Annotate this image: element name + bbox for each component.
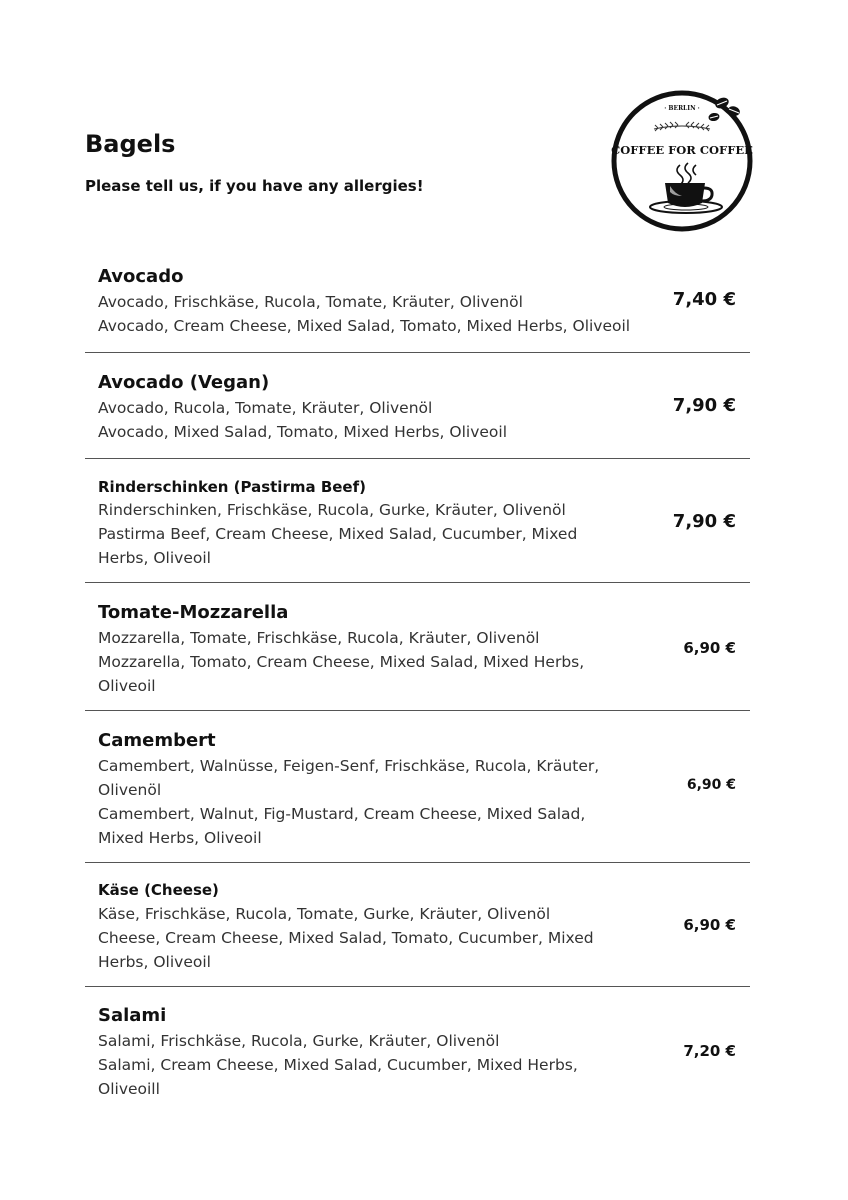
item-description: [98, 754, 638, 850]
item-price: 6,90 €: [683, 916, 736, 934]
desc-line: Cheese, Cream Cheese, Mixed Salad, Tomato, Cucumber, Mixed: [98, 929, 594, 947]
allergy-notice: Please tell us, if you have any allergies!: [85, 177, 424, 195]
desc-line: Oliveoill: [98, 1080, 160, 1098]
item-price: 6,90 €: [683, 639, 736, 657]
divider: [85, 458, 750, 459]
desc-line: Mixed Herbs, Oliveoil: [98, 829, 262, 847]
item-price: 6,90 €: [686, 777, 736, 793]
desc-line: Camembert, Walnüsse, Feigen-Senf, Frischkäse, Rucola, Kräuter,: [98, 757, 600, 775]
desc-line: Herbs, Oliveoil: [98, 953, 211, 971]
divider: [85, 352, 750, 353]
desc-line: Mozzarella, Tomato, Cream Cheese, Mixed Salad, Mixed Herbs,: [98, 653, 585, 671]
item-price: 7,40 €: [672, 289, 736, 310]
desc-line: Avocado, Mixed Salad, Tomato, Mixed Herbs, Oliveoil: [98, 423, 508, 441]
desc-line: Mozzarella, Tomate, Frischkäse, Rucola, Kräuter, Olivenöl: [98, 629, 540, 647]
desc-line: Salami, Cream Cheese, Mixed Salad, Cucumber, Mixed Herbs,: [98, 1056, 578, 1074]
desc-line: Olivenöl: [98, 781, 162, 799]
desc-line: Rinderschinken, Frischkäse, Rucola, Gurke, Kräuter, Olivenöl: [98, 501, 566, 519]
item-description: [98, 396, 638, 444]
desc-line: Käse, Frischkäse, Rucola, Tomate, Gurke, Kräuter, Olivenöl: [98, 905, 551, 923]
divider: [85, 582, 750, 583]
page-title: Bagels: [85, 130, 176, 158]
logo-name: COFFEE FOR COFFEE: [611, 143, 753, 157]
desc-line: Avocado, Cream Cheese, Mixed Salad, Tomato, Mixed Herbs, Oliveoil: [98, 317, 631, 335]
desc-line: Avocado, Rucola, Tomate, Kräuter, Olivenöl: [98, 399, 433, 417]
item-name: Käse (Cheese): [98, 881, 219, 899]
desc-line: Salami, Frischkäse, Rucola, Gurke, Kräuter, Olivenöl: [98, 1032, 500, 1050]
divider: [85, 710, 750, 711]
desc-line: Pastirma Beef, Cream Cheese, Mixed Salad, Cucumber, Mixed: [98, 525, 578, 543]
item-price: 7,90 €: [672, 511, 736, 532]
item-name: Avocado (Vegan): [98, 372, 270, 393]
coffee-cup-icon: [610, 85, 755, 237]
desc-line: Avocado, Frischkäse, Rucola, Tomate, Kräuter, Olivenöl: [98, 293, 523, 311]
desc-line: Oliveoil: [98, 677, 156, 695]
item-description: [98, 290, 638, 338]
item-name: Tomate-Mozzarella: [98, 602, 289, 623]
item-name: Camembert: [98, 730, 216, 751]
item-description: [98, 626, 638, 698]
item-name: Avocado: [98, 266, 184, 287]
item-description: [98, 1029, 638, 1101]
item-price: 7,20 €: [683, 1042, 736, 1060]
divider: [85, 862, 750, 863]
logo-city: · BERLIN ·: [664, 105, 700, 112]
item-name: Salami: [98, 1005, 167, 1026]
item-description: [98, 902, 638, 974]
item-name: Rinderschinken (Pastirma Beef): [98, 478, 366, 496]
item-description: [98, 498, 638, 570]
cafe-logo: [610, 85, 755, 237]
desc-line: Camembert, Walnut, Fig-Mustard, Cream Cheese, Mixed Salad,: [98, 805, 586, 823]
item-price: 7,90 €: [672, 395, 736, 416]
desc-line: Herbs, Oliveoil: [98, 549, 211, 567]
divider: [85, 986, 750, 987]
